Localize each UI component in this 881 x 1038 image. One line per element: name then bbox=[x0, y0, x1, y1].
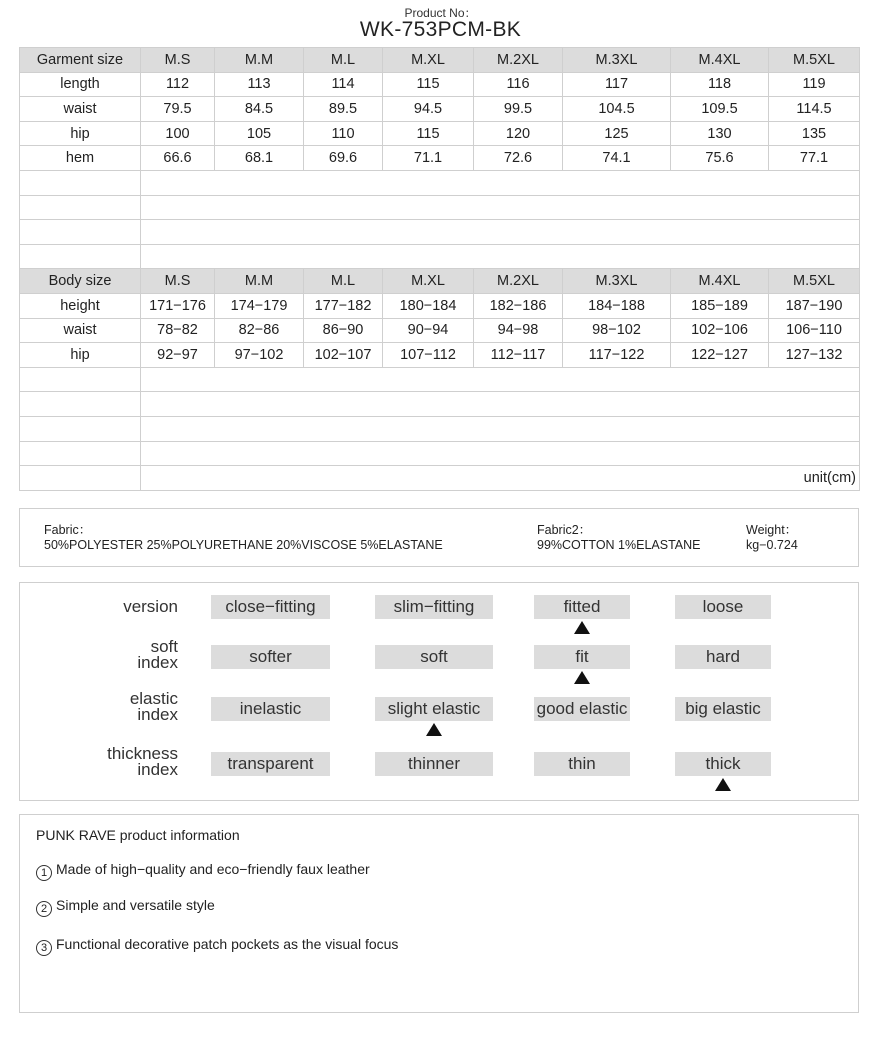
size-header-cell: M.S bbox=[141, 269, 215, 294]
table-cell: 185−189 bbox=[671, 293, 769, 318]
empty-cell bbox=[141, 441, 860, 466]
table-cell: 174−179 bbox=[215, 293, 304, 318]
table-cell: 69.6 bbox=[304, 146, 383, 171]
size-header-cell: M.4XL bbox=[671, 48, 769, 73]
circled-number-icon: 1 bbox=[36, 865, 52, 881]
empty-cell bbox=[141, 416, 860, 441]
size-header-cell: M.2XL bbox=[474, 269, 563, 294]
empty-cell bbox=[20, 416, 141, 441]
table-row bbox=[20, 146, 860, 171]
table-cell: 109.5 bbox=[671, 97, 769, 122]
weight-label: Weight： bbox=[746, 523, 798, 537]
weight-value: kg−0.724 bbox=[746, 538, 798, 552]
size-header-cell: M.S bbox=[141, 48, 215, 73]
table-cell: 119 bbox=[769, 72, 860, 97]
row-label: length bbox=[20, 72, 141, 97]
selected-indicator-icon bbox=[426, 723, 442, 736]
fabric2-label: Fabric2： bbox=[537, 523, 592, 537]
table-cell: 130 bbox=[671, 121, 769, 146]
empty-cell bbox=[141, 367, 860, 392]
product-code: WK-753PCM-BK bbox=[359, 18, 522, 41]
table-cell: 116 bbox=[474, 72, 563, 97]
table-cell: 94.5 bbox=[383, 97, 474, 122]
fabric1-label: Fabric： bbox=[44, 523, 92, 537]
empty-cell bbox=[141, 392, 860, 417]
table-cell: 106−110 bbox=[769, 318, 860, 343]
table-row bbox=[20, 72, 860, 97]
info-item-text: Simple and versatile style bbox=[56, 897, 215, 913]
table-row bbox=[20, 293, 860, 318]
table-cell: 77.1 bbox=[769, 146, 860, 171]
attribute-label bbox=[80, 599, 178, 615]
attribute-option: hard bbox=[675, 645, 771, 669]
empty-row bbox=[20, 244, 860, 269]
empty-cell bbox=[141, 195, 860, 220]
unit-label: unit(cm) bbox=[141, 466, 860, 491]
table-cell: 171−176 bbox=[141, 293, 215, 318]
info-item-text: Made of high−quality and eco−friendly faux leather bbox=[56, 861, 370, 877]
table-cell: 182−186 bbox=[474, 293, 563, 318]
empty-cell bbox=[20, 441, 141, 466]
empty-row bbox=[20, 466, 860, 491]
table-cell: 94−98 bbox=[474, 318, 563, 343]
table-row bbox=[20, 343, 860, 368]
table-cell: 110 bbox=[304, 121, 383, 146]
table-cell: 118 bbox=[671, 72, 769, 97]
circled-number-icon: 3 bbox=[36, 940, 52, 956]
table-cell: 100 bbox=[141, 121, 215, 146]
size-header-cell: M.L bbox=[304, 48, 383, 73]
table-cell: 71.1 bbox=[383, 146, 474, 171]
attribute-index-panel bbox=[19, 582, 859, 801]
empty-cell bbox=[141, 170, 860, 195]
size-chart-table bbox=[19, 47, 860, 491]
table-cell: 115 bbox=[383, 121, 474, 146]
attribute-option: inelastic bbox=[211, 697, 330, 721]
attribute-label-line2: index bbox=[137, 705, 178, 724]
size-header-cell: M.M bbox=[215, 48, 304, 73]
selected-indicator-icon bbox=[574, 621, 590, 634]
body-size-header-row bbox=[20, 269, 860, 294]
fabric1-block bbox=[44, 523, 443, 553]
attribute-option: soft bbox=[375, 645, 493, 669]
table-cell: 78−82 bbox=[141, 318, 215, 343]
table-cell: 117−122 bbox=[563, 343, 671, 368]
size-header-cell: M.5XL bbox=[769, 269, 860, 294]
fabric1-value: 50%POLYESTER 25%POLYURETHANE 20%VISCOSE 5%ELASTANE bbox=[44, 538, 443, 552]
size-header-cell: M.3XL bbox=[563, 48, 671, 73]
empty-row bbox=[20, 441, 860, 466]
table-cell: 82−86 bbox=[215, 318, 304, 343]
circled-number-icon: 2 bbox=[36, 901, 52, 917]
info-item bbox=[36, 936, 398, 956]
table-cell: 102−107 bbox=[304, 343, 383, 368]
empty-cell bbox=[20, 367, 141, 392]
row-label: hip bbox=[20, 343, 141, 368]
info-item bbox=[36, 897, 215, 917]
size-header-cell: M.4XL bbox=[671, 269, 769, 294]
size-header-cell: M.M bbox=[215, 269, 304, 294]
size-header-cell: M.3XL bbox=[563, 269, 671, 294]
garment-size-title: Garment size bbox=[20, 48, 141, 73]
table-cell: 122−127 bbox=[671, 343, 769, 368]
empty-cell bbox=[20, 466, 141, 491]
table-cell: 180−184 bbox=[383, 293, 474, 318]
body-size-title: Body size bbox=[20, 269, 141, 294]
table-cell: 75.6 bbox=[671, 146, 769, 171]
empty-row bbox=[20, 195, 860, 220]
attribute-option: loose bbox=[675, 595, 771, 619]
table-row bbox=[20, 121, 860, 146]
selected-indicator-icon bbox=[715, 778, 731, 791]
table-cell: 79.5 bbox=[141, 97, 215, 122]
garment-size-header-row bbox=[20, 48, 860, 73]
row-label: waist bbox=[20, 97, 141, 122]
attribute-option: big elastic bbox=[675, 697, 771, 721]
info-item-text: Functional decorative patch pockets as the visual focus bbox=[56, 936, 399, 952]
row-label: height bbox=[20, 293, 141, 318]
table-cell: 107−112 bbox=[383, 343, 474, 368]
empty-cell bbox=[20, 244, 141, 269]
attribute-option: fitted bbox=[534, 595, 630, 619]
selected-indicator-icon bbox=[574, 671, 590, 684]
attribute-label-line2: index bbox=[137, 653, 178, 672]
empty-cell bbox=[20, 170, 141, 195]
size-header-cell: M.2XL bbox=[474, 48, 563, 73]
attribute-option: fit bbox=[534, 645, 630, 669]
attribute-label-line1: soft bbox=[150, 637, 178, 656]
table-cell: 112 bbox=[141, 72, 215, 97]
table-cell: 184−188 bbox=[563, 293, 671, 318]
table-row bbox=[20, 318, 860, 343]
table-cell: 120 bbox=[474, 121, 563, 146]
empty-row bbox=[20, 367, 860, 392]
table-cell: 127−132 bbox=[769, 343, 860, 368]
attribute-option: slim−fitting bbox=[375, 595, 493, 619]
attribute-option: slight elastic bbox=[375, 697, 493, 721]
attribute-label-line2: index bbox=[137, 760, 178, 779]
attribute-option: close−fitting bbox=[211, 595, 330, 619]
attribute-option: good elastic bbox=[534, 697, 630, 721]
empty-row bbox=[20, 416, 860, 441]
table-cell: 90−94 bbox=[383, 318, 474, 343]
empty-row bbox=[20, 170, 860, 195]
attribute-option: thin bbox=[534, 752, 630, 776]
row-label: hip bbox=[20, 121, 141, 146]
table-cell: 99.5 bbox=[474, 97, 563, 122]
product-number-label: Product No： bbox=[404, 6, 477, 20]
product-information-box bbox=[19, 814, 859, 1013]
table-cell: 104.5 bbox=[563, 97, 671, 122]
table-cell: 135 bbox=[769, 121, 860, 146]
attribute-label-line1: elastic bbox=[129, 689, 178, 708]
size-header-cell: M.XL bbox=[383, 269, 474, 294]
attribute-option: thinner bbox=[375, 752, 493, 776]
table-cell: 112−117 bbox=[474, 343, 563, 368]
table-cell: 72.6 bbox=[474, 146, 563, 171]
table-cell: 117 bbox=[563, 72, 671, 97]
table-cell: 86−90 bbox=[304, 318, 383, 343]
row-label: waist bbox=[20, 318, 141, 343]
empty-cell bbox=[141, 244, 860, 269]
table-cell: 92−97 bbox=[141, 343, 215, 368]
empty-row bbox=[20, 220, 860, 245]
table-cell: 84.5 bbox=[215, 97, 304, 122]
empty-cell bbox=[141, 220, 860, 245]
table-cell: 97−102 bbox=[215, 343, 304, 368]
table-cell: 102−106 bbox=[671, 318, 769, 343]
fabric2-block bbox=[537, 523, 700, 553]
empty-cell bbox=[20, 220, 141, 245]
attribute-label bbox=[80, 746, 178, 778]
weight-block bbox=[746, 523, 798, 553]
info-title: PUNK RAVE product information bbox=[36, 827, 240, 843]
attribute-option: softer bbox=[211, 645, 330, 669]
attribute-label-line1: thickness bbox=[107, 744, 178, 763]
fabric2-value: 99%COTTON 1%ELASTANE bbox=[537, 538, 701, 552]
row-label: hem bbox=[20, 146, 141, 171]
size-header-cell: M.XL bbox=[383, 48, 474, 73]
table-cell: 113 bbox=[215, 72, 304, 97]
table-cell: 89.5 bbox=[304, 97, 383, 122]
table-row bbox=[20, 97, 860, 122]
empty-cell bbox=[20, 392, 141, 417]
table-cell: 114.5 bbox=[769, 97, 860, 122]
attribute-label bbox=[80, 691, 178, 723]
attribute-label-line1: version bbox=[123, 597, 178, 616]
table-cell: 125 bbox=[563, 121, 671, 146]
table-cell: 114 bbox=[304, 72, 383, 97]
info-item bbox=[36, 861, 370, 881]
table-cell: 187−190 bbox=[769, 293, 860, 318]
table-cell: 74.1 bbox=[563, 146, 671, 171]
attribute-option: thick bbox=[675, 752, 771, 776]
empty-cell bbox=[20, 195, 141, 220]
size-header-cell: M.L bbox=[304, 269, 383, 294]
empty-row bbox=[20, 392, 860, 417]
size-header-cell: M.5XL bbox=[769, 48, 860, 73]
attribute-label bbox=[80, 639, 178, 671]
table-cell: 105 bbox=[215, 121, 304, 146]
table-cell: 68.1 bbox=[215, 146, 304, 171]
attribute-option: transparent bbox=[211, 752, 330, 776]
table-cell: 177−182 bbox=[304, 293, 383, 318]
fabric-info-box bbox=[19, 508, 859, 567]
table-cell: 98−102 bbox=[563, 318, 671, 343]
table-cell: 115 bbox=[383, 72, 474, 97]
table-cell: 66.6 bbox=[141, 146, 215, 171]
